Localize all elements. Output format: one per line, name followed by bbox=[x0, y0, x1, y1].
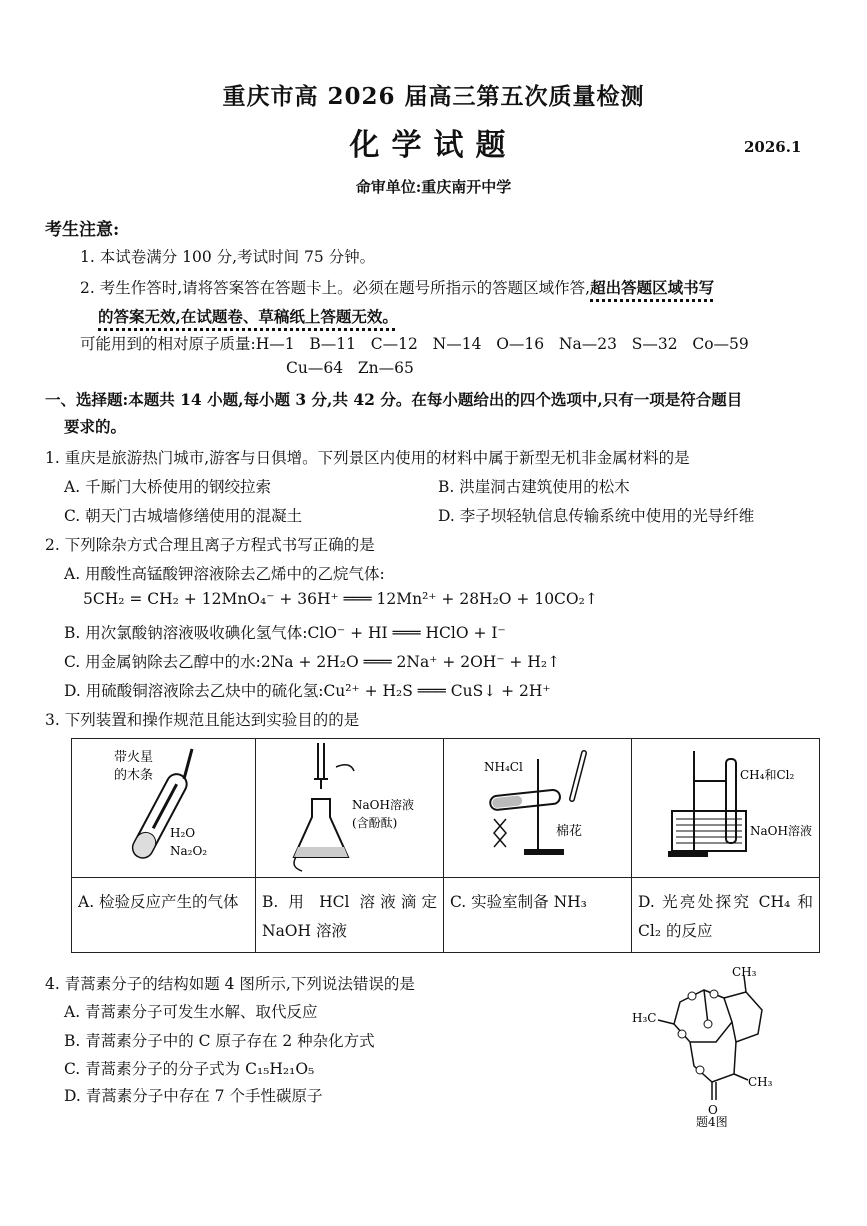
figD-gas: CH₄和Cl₂ bbox=[740, 768, 795, 782]
q2-stem: 2. 下列除杂方式合理且离子方程式书写正确的是 bbox=[45, 536, 375, 554]
atomic-mass-values-2: Cu—64 Zn—65 bbox=[286, 359, 414, 377]
q4-option-d: D. 青蒿素分子中存在 7 个手性碳原子 bbox=[64, 1087, 323, 1105]
artemisinin-structure-figure bbox=[628, 962, 788, 1132]
q3-option-d: D. 光亮处探究 CH₄ 和 Cl₂ 的反应 bbox=[632, 878, 820, 953]
section-title-cont: 要求的。 bbox=[64, 417, 127, 436]
figD-naoh: NaOH溶液 bbox=[750, 824, 812, 838]
q1-option-d: D. 李子坝轻轨信息传输系统中使用的光导纤维 bbox=[438, 507, 755, 525]
wooden-splint-icon bbox=[184, 749, 192, 779]
q1-option-b: B. 洪崖洞古建筑使用的松木 bbox=[438, 478, 630, 496]
q1-option-a: A. 千厮门大桥使用的钢绞拉索 bbox=[64, 478, 272, 496]
ch4-cl2-figure bbox=[632, 739, 820, 873]
figA-h2o: H₂O bbox=[170, 826, 196, 840]
q4-option-a: A. 青蒿素分子可发生水解、取代反应 bbox=[64, 1003, 318, 1021]
q2-option-c: C. 用金属钠除去乙醇中的水:2Na + 2H₂O ═══ 2Na⁺ + 2OH⁻ + H₂↑ bbox=[64, 653, 561, 671]
q2-option-d: D. 用硫酸铜溶液除去乙炔中的硫化氢:Cu²⁺ + H₂S ═══ CuS↓ + 2H⁺ bbox=[64, 682, 551, 700]
atomic-mass-line-1 bbox=[80, 332, 749, 354]
setter-unit: 命审单位:重庆南开中学 bbox=[355, 178, 512, 196]
notice-emphasis-1: 超出答题区域书写 bbox=[590, 278, 715, 297]
figB-label-2: (含酚酞) bbox=[352, 816, 398, 830]
notice-item-2-text: 2. 考生作答时,请将答案答在答题卡上。必须在题号所指示的答题区域作答, bbox=[80, 279, 591, 297]
test-tube-figure bbox=[72, 739, 256, 873]
fig-carbonyl-o: O bbox=[708, 1103, 718, 1117]
q4-stem: 4. 青蒿素分子的结构如题 4 图所示,下列说法错误的是 bbox=[45, 975, 415, 993]
q1-option-c: C. 朝天门古城墙修缮使用的混凝土 bbox=[64, 507, 303, 525]
gas-tube-icon bbox=[726, 759, 736, 843]
figC-nh4cl: NH₄Cl bbox=[484, 760, 523, 774]
figA-na2o2: Na₂O₂ bbox=[170, 844, 208, 858]
notice-emphasis-2: 的答案无效,在试题卷、草稿纸上答题无效。 bbox=[98, 307, 398, 326]
q1-stem: 1. 重庆是旅游热门城市,游客与日俱增。下列景区内使用的材料中属于新型无机非金属材料的是 bbox=[45, 449, 690, 467]
fig-ch3-right: CH₃ bbox=[748, 1075, 773, 1089]
q3-stem: 3. 下列装置和操作规范且能达到实验目的的是 bbox=[45, 711, 360, 729]
fig-h3c: H₃C bbox=[632, 1011, 657, 1025]
q3-figure-d bbox=[632, 739, 820, 878]
q4-option-c: C. 青蒿素分子的分子式为 C₁₅H₂₁O₅ bbox=[64, 1060, 315, 1078]
q3-option-b: B. 用 HCl 溶液滴定 NaOH 溶液 bbox=[256, 878, 444, 953]
hand-icon bbox=[336, 765, 354, 771]
figure-caption: 题4图 bbox=[696, 1115, 728, 1129]
notice-item-1: 1. 本试卷满分 100 分,考试时间 75 分钟。 bbox=[80, 248, 376, 266]
q2-option-b: B. 用次氯酸钠溶液吸收碘化氢气体:ClO⁻ + HI ═══ HClO + I⁻ bbox=[64, 624, 506, 642]
q3-figure-b bbox=[256, 739, 444, 878]
q2-option-a: A. 用酸性高锰酸钾溶液除去乙烯中的乙烷气体: bbox=[64, 565, 385, 583]
section-title: 一、选择题:本题共 14 小题,每小题 3 分,共 42 分。在每小题给出的四个选项中,只有一项是符合题目 bbox=[45, 390, 743, 409]
heated-tube-icon bbox=[490, 789, 561, 810]
oxygen-atoms bbox=[678, 990, 718, 1074]
nh3-preparation-figure bbox=[444, 739, 632, 873]
subject-title: 化学试题 bbox=[349, 128, 518, 163]
notice-heading: 考生注意: bbox=[45, 220, 120, 240]
exam-date: 2026.1 bbox=[744, 138, 802, 156]
q3-option-c: C. 实验室制备 NH₃ bbox=[444, 878, 632, 953]
titration-figure bbox=[256, 739, 444, 873]
fig-ch3-top: CH₃ bbox=[732, 965, 757, 979]
exam-title: 重庆市高 2026 届高三第五次质量检测 bbox=[222, 83, 645, 110]
figA-label-1: 带火星 bbox=[114, 750, 154, 765]
figB-label-1: NaOH溶液 bbox=[352, 798, 414, 812]
atomic-mass-label: 可能用到的相对原子质量: bbox=[80, 335, 256, 353]
figC-cotton: 棉花 bbox=[556, 824, 583, 839]
q3-apparatus-table bbox=[71, 738, 820, 953]
notice-item-2 bbox=[80, 276, 714, 298]
q2-option-a-equation: 5CH₂ = CH₂ + 12MnO₄⁻ + 36H⁺ ═══ 12Mn²⁺ + 28H₂O + 10CO₂↑ bbox=[83, 590, 598, 608]
lamp-icon bbox=[494, 819, 506, 847]
figA-label-2: 的木条 bbox=[114, 768, 154, 783]
q3-figure-a bbox=[72, 739, 256, 878]
atomic-mass-values-1: H—1 B—11 C—12 N—14 O—16 Na—23 S—32 Co—59 bbox=[255, 335, 749, 353]
q4-option-b: B. 青蒿素分子中的 C 原子存在 2 种杂化方式 bbox=[64, 1032, 375, 1050]
q3-option-a: A. 检验反应产生的气体 bbox=[72, 878, 256, 953]
q3-figure-c bbox=[444, 739, 632, 878]
